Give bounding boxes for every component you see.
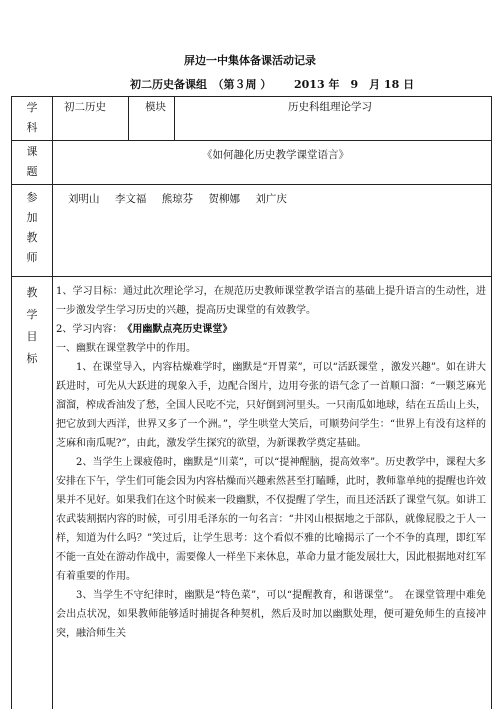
goal-paragraph: 3、当学生不守纪律时，幽默是“特色菜”，可以“提醒教育，和谐课堂”。 在课堂管理中难免会出点状况，如果教师能够适时捕捉各种契机，然后及时加以幽默处理，便可避免师生的直接冲突，融洽师生关 (56, 590, 486, 639)
goal-paragraph (56, 320, 486, 339)
goal-paragraph: 一、幽默在课堂教学中的作用。 (56, 343, 196, 354)
member-name: 李文福 (114, 193, 147, 205)
record-table (11, 96, 492, 709)
topic-value: 《如何趣化历史教学课堂语言》 (202, 149, 349, 161)
goal-paragraph: 2、当学生上课疲倦时，幽默是“川菜”，可以“提神醒脑，提高效率”。历史教学中，课程大多安排在下午，学生们可能会因为内容枯燥而兴趣索然甚至打瞌睡，此时，教师靠单纯的提醒也许效果并不见好。如果我们在这个时候来一段幽默，不仅提醒了学生，而且还活跃了课堂气氛。如讲工农武装割据内容的时候，可引用毛泽东的一句名言：“井冈山根据地之于部队，就像屁股之于人一样，知道为什么吗？”笑过后，让学生思考：这个看似不雅的比喻揭示了一个不争的真理，即红军不能一直处在游动作战中，需要像人一样坐下来休息，革命力量才能发展壮大，因此根据地对红军有着重要的作用。 (56, 457, 486, 582)
topic-label-text: 课题 (26, 145, 38, 178)
topic-label (12, 142, 52, 182)
group-week: 初二历史备课组 （第３周 ） (130, 78, 272, 91)
member-name: 贺柳娜 (208, 193, 241, 205)
row-divider (12, 184, 491, 185)
teaching-goal-label (12, 282, 52, 370)
module-value: 历史科组理论学习 (288, 101, 372, 113)
members-label-text: 参加教师 (26, 191, 38, 264)
column-divider (128, 96, 129, 140)
teaching-goal-label-text: 教学目标 (26, 286, 38, 365)
member-name: 刘明山 (68, 193, 100, 205)
column-divider (174, 96, 175, 140)
row-divider (12, 140, 491, 141)
subject-value: 初二历史 (64, 101, 106, 113)
members-label (12, 188, 52, 268)
module-label: 模块 (145, 101, 166, 113)
goal-paragraph: 1、学习目标：通过此次理论学习，在规范历史教师课堂教学语言的基础上提升语言的生动性，进一步激发学生学习历史的兴趣，提高历史课堂的有效教学。 (56, 286, 486, 316)
table-top-border (12, 96, 491, 97)
subject-label (12, 96, 52, 138)
teaching-goal-content (56, 282, 486, 643)
members-list (68, 192, 299, 206)
row-divider (12, 276, 491, 277)
record-date: 2013 年 9 月 18 日 (294, 78, 415, 91)
goal-paragraph: 1、在课堂导入，内容枯燥难学时，幽默是“开胃菜”，可以“活跃课堂 ，激发兴趣”。如在讲大跃进时，可先从大跃进的现象入手，边配合图片，边用夸张的语气念了一首顺口溜：“一颗芝麻光溜溜，榨成香油发了愁，全国人民吃不完，只好倒到河里头。一只南瓜如地球，结在五岳山上头，把它放到大西洋，世界又多了一个洲。”，学生哄堂大笑后，可顺势问学生：“世界上有没有这样的芝麻和南瓜呢?”，由此，激发学生探究的欲望，为新课教学奠定基础。 (56, 362, 486, 449)
content-title: 《用幽默点亮历史课堂》 (127, 324, 233, 335)
member-name: 熊琼芬 (161, 193, 194, 205)
content-heading: 2、学习内容： (56, 324, 118, 335)
subject-label-text: 学科 (26, 101, 38, 134)
label-column-divider (52, 96, 53, 709)
member-name: 刘广庆 (255, 193, 287, 205)
document-title: 屏边一中集体备课活动记录 (184, 54, 316, 67)
